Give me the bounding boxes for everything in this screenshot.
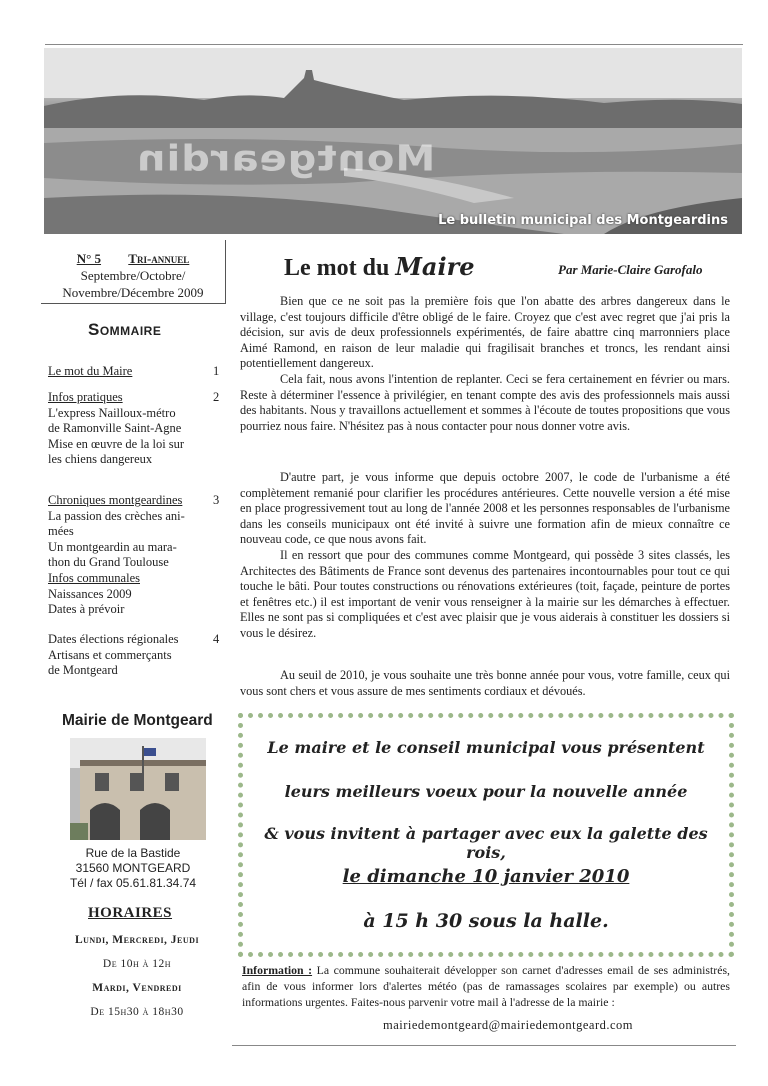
article-title-end: Maire	[395, 252, 475, 281]
toc-item: Dates élections régionales	[48, 632, 179, 646]
article-paragraph: Au seuil de 2010, je vous souhaite une très bonne année pour vous, votre famille, ceux qui vous sont chers et vous assure de mes sentiments cordiaux et dévoués.	[240, 668, 730, 698]
hours-days-1: Lundi, Mercredi, Jeudi	[74, 934, 200, 946]
mairie-title: Mairie de Montgeard	[62, 712, 213, 729]
article-block-3	[240, 668, 730, 699]
toc-section	[48, 390, 223, 468]
sommaire-title: Sommaire	[88, 320, 162, 339]
mairie-city: 31560 MONTGEARD	[75, 861, 191, 875]
mairie-street: Rue de la Bastide	[85, 846, 181, 860]
article-block-1	[240, 294, 730, 434]
toc-item: les chiens dangereux	[48, 452, 153, 466]
banner-photo	[44, 48, 742, 234]
article-paragraph: Cela fait, nous avons l'intention de replanter. Ceci se fera certainement en février ou mars. Reste à déterminer l'essence à privilégier, en tenant compte des avis des professionnels mais aussi des habitants. Nous y travaillons actuellement et sommes à l'écoute de toutes propositions que vous pourriez nous faire. N'hésitez pas à nous contacter pour nous donner votre avis.	[240, 371, 730, 433]
bottom-rule	[232, 1045, 736, 1046]
mairie-address	[48, 846, 218, 891]
invite-date: le dimanche 10 janvier 2010	[342, 866, 630, 887]
invite-line-2: leurs meilleurs voeux pour la nouvelle année	[284, 782, 688, 801]
toc-page: 1	[213, 364, 220, 378]
toc-item: de Ramonville Saint-Agne	[48, 421, 182, 435]
article-title-start: Le mot du	[284, 255, 396, 281]
article-block-2	[240, 470, 730, 642]
banner-title: Montgeardin	[136, 138, 436, 180]
article-paragraph: Il en ressort que pour des communes comme Montgeard, qui possède 3 sites classés, les Architectes des Bâtiments de France sont devenus des partenaires incontournables pour tout ce qui touche le bâti. Pour toutes constructions ou rénovations extérieures (toit, façade, peinture de portes et fenêtres etc.) il est important de venir vous renseigner à la mairie sur les démarches à effectuer. Elles ne sont pas si compliquées et c'est avec plaisir que je vous aiderais à constituer les dossiers si vous le désirez.	[240, 547, 730, 640]
toc-item: Dates à prévoir	[48, 602, 125, 616]
toc-heading[interactable]: Le mot du Maire	[48, 364, 133, 378]
article-paragraph: Bien que ce ne soit pas la première fois que l'on abatte des arbres dangereux dans le village, c'est toujours difficile d'être obligé de le faire. Croyez que c'est avec regret que j'ai pris la décision, sur avis de deux professionnels expérimentés, de faire abattre cinq marronniers place Aimé Ramond, en raison de leur maladie qui fragilisait branches et troncs, les rendant ainsi potentiellement dangereux.	[240, 294, 730, 371]
issue-months-1: Septembre/Octobre/	[80, 268, 186, 283]
toc-heading[interactable]: Infos pratiques	[48, 390, 123, 404]
hours-time-2: De 15h30 à 18h30	[90, 1006, 184, 1018]
information-block	[242, 962, 730, 1010]
toc-heading[interactable]: Chroniques montgeardines	[48, 493, 183, 507]
toc-section	[48, 493, 223, 571]
horaires-title: HORAIRES	[88, 905, 173, 921]
issue-months-2: Novembre/Décembre 2009	[62, 285, 204, 300]
toc-item: thon du Grand Toulouse	[48, 555, 169, 569]
email-link[interactable]: mairiedemontgeard@mairiedemontgeard.com	[383, 1018, 634, 1032]
toc-heading[interactable]: Infos communales	[48, 571, 140, 585]
issue-frequency: Tri-annuel	[128, 251, 190, 266]
toc-page: 4	[213, 632, 220, 646]
hours-days-2: Mardi, Vendredi	[92, 982, 182, 994]
toc-page: 3	[213, 493, 220, 507]
article-paragraph: D'autre part, je vous informe que depuis octobre 2007, le code de l'urbanisme a été complètement remanié pour clarifier les procédures antérieures. Cette nouvelle version a été mise en place progressivement tout au long de l'année 2008 et les personnes responsables de l'urbanisme dans les conseils municipaux ont été invité à suivre une formation afin de mieux connaître ce nouveau code, ce que nous avons fait.	[240, 470, 730, 547]
toc-item: mées	[48, 524, 74, 538]
toc-item: L'express Nailloux-métro	[48, 405, 176, 420]
information-label: Information :	[242, 963, 313, 977]
toc-item: Artisans et commerçants	[48, 647, 172, 662]
issue-box	[41, 240, 226, 304]
invite-line-1: Le maire et le conseil municipal vous présentent	[267, 738, 705, 757]
town-hall-photo	[70, 738, 206, 840]
toc-item: La passion des crèches ani-	[48, 508, 185, 523]
invite-line-3: & vous invitent à partager avec eux la galette des rois,	[264, 824, 708, 862]
toc-item: Un montgeardin au mara-	[48, 539, 177, 554]
toc-item: Naissances 2009	[48, 586, 132, 601]
toc-section	[48, 571, 223, 618]
mairie-phone: Tél / fax 05.61.81.34.74	[69, 876, 197, 890]
information-text: La commune souhaiterait développer son carnet d'adresses email de ses administrés, afin de vous informer lors d'alertes météo (pas de ramassages scolaires par exemple) ou autres informations urgentes. Faites-nous parvenir votre mail à l'adresse de la mairie :	[242, 963, 731, 1009]
invite-time: à 15 h 30 sous la halle.	[363, 910, 609, 932]
invitation-box	[238, 713, 734, 957]
top-rule	[45, 44, 743, 45]
toc-page: 2	[213, 390, 220, 404]
toc-section	[48, 632, 223, 679]
toc-item: de Montgeard	[48, 663, 118, 677]
banner-subtitle: Le bulletin municipal des Montgeardins	[438, 213, 728, 228]
toc-section	[48, 364, 223, 380]
toc-item: Mise en œuvre de la loi sur	[48, 436, 185, 451]
hours-time-1: De 10h à 12h	[102, 958, 172, 970]
article-author: Par Marie-Claire Garofalo	[558, 262, 703, 277]
issue-number: N° 5	[76, 251, 102, 266]
article-title	[284, 252, 475, 282]
